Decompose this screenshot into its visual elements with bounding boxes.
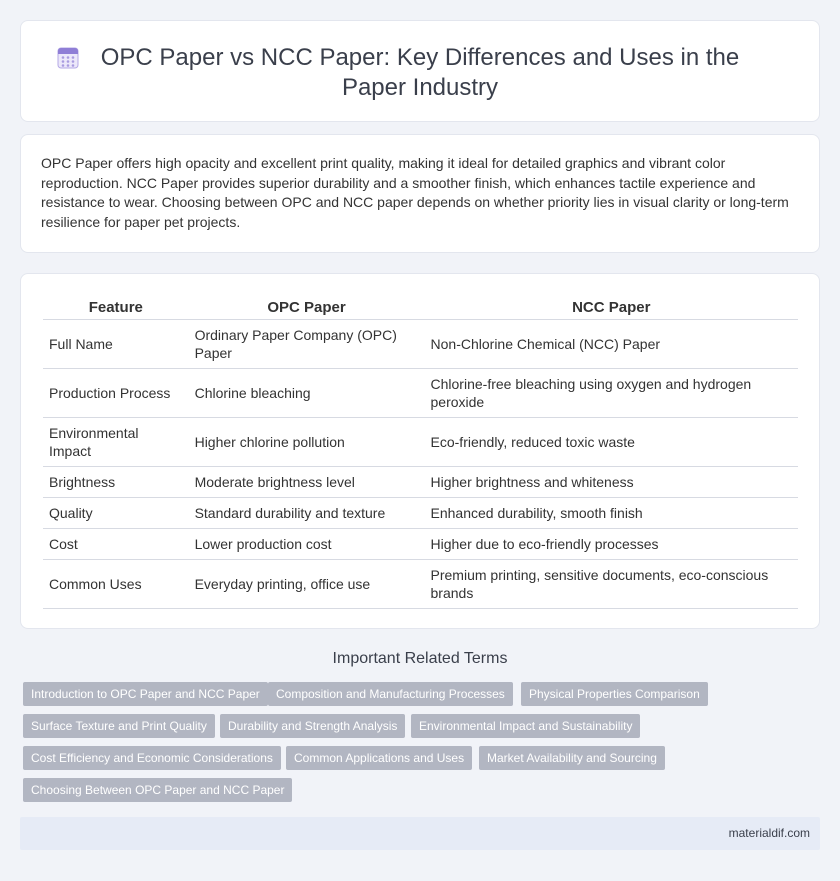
table-cell: Cost xyxy=(43,528,189,559)
table-cell: Enhanced durability, smooth finish xyxy=(425,497,798,528)
comparison-table xyxy=(43,296,798,609)
table-cell: Ordinary Paper Company (OPC) Paper xyxy=(189,319,425,368)
table-cell: Full Name xyxy=(43,319,189,368)
table-header-cell: NCC Paper xyxy=(425,296,798,319)
related-term-tag[interactable]: Choosing Between OPC Paper and NCC Paper xyxy=(23,778,292,802)
table-cell: Higher due to eco-friendly processes xyxy=(425,528,798,559)
page-title: OPC Paper vs NCC Paper: Key Differences and Uses in the Paper Industry xyxy=(100,44,740,101)
table-cell: Moderate brightness level xyxy=(189,466,425,497)
table-cell: Standard durability and texture xyxy=(189,497,425,528)
related-term-tag[interactable]: Market Availability and Sourcing xyxy=(479,746,665,770)
table-cell: Common Uses xyxy=(43,559,189,608)
footer xyxy=(20,817,820,850)
table-row xyxy=(43,528,798,559)
related-term-tag[interactable]: Durability and Strength Analysis xyxy=(220,714,405,738)
table-cell: Non-Chlorine Chemical (NCC) Paper xyxy=(425,319,798,368)
table-row xyxy=(43,417,798,466)
related-term-tag[interactable]: Common Applications and Uses xyxy=(286,746,472,770)
header-card xyxy=(20,20,820,122)
table-cell: Production Process xyxy=(43,368,189,417)
related-term-tag[interactable]: Surface Texture and Print Quality xyxy=(23,714,215,738)
table-header-cell: Feature xyxy=(43,296,189,319)
table-row xyxy=(43,319,798,368)
related-term-tag[interactable]: Physical Properties Comparison xyxy=(521,682,708,706)
related-term-tag[interactable]: Introduction to OPC Paper and NCC Paper xyxy=(23,682,268,706)
table-cell: Brightness xyxy=(43,466,189,497)
table-cell: Chlorine bleaching xyxy=(189,368,425,417)
table-cell: Eco-friendly, reduced toxic waste xyxy=(425,417,798,466)
table-cell: Lower production cost xyxy=(189,528,425,559)
related-term-tag[interactable]: Cost Efficiency and Economic Considerations xyxy=(23,746,281,770)
related-term-tag[interactable]: Composition and Manufacturing Processes xyxy=(268,682,513,706)
table-cell: Higher brightness and whiteness xyxy=(425,466,798,497)
table-header-cell: OPC Paper xyxy=(189,296,425,319)
footer-site-name[interactable]: materialdif.com xyxy=(728,826,810,840)
intro-card xyxy=(20,134,820,253)
comparison-table-card xyxy=(20,273,820,629)
table-row xyxy=(43,466,798,497)
table-cell: Chlorine-free bleaching using oxygen and hydrogen peroxide xyxy=(425,368,798,417)
table-cell: Quality xyxy=(43,497,189,528)
table-row xyxy=(43,368,798,417)
intro-paragraph: OPC Paper offers high opacity and excellent print quality, making it ideal for detailed graphics and vibrant color reproduction. NCC Paper provides superior durability and a smoother finish, which enhances tactile experience and resistance to wear. Choosing between OPC and NCC paper depends on whether priority lies in visual clarity or long-term resilience for paper pet projects. xyxy=(41,155,789,230)
table-cell: Premium printing, sensitive documents, eco-conscious brands xyxy=(425,559,798,608)
related-term-tag[interactable]: Environmental Impact and Sustainability xyxy=(411,714,640,738)
table-cell: Environmental Impact xyxy=(43,417,189,466)
table-cell: Everyday printing, office use xyxy=(189,559,425,608)
table-row xyxy=(43,497,798,528)
table-header-row xyxy=(43,296,798,319)
table-cell: Higher chlorine pollution xyxy=(189,417,425,466)
related-terms-title: Important Related Terms xyxy=(332,650,508,667)
table-row xyxy=(43,559,798,608)
